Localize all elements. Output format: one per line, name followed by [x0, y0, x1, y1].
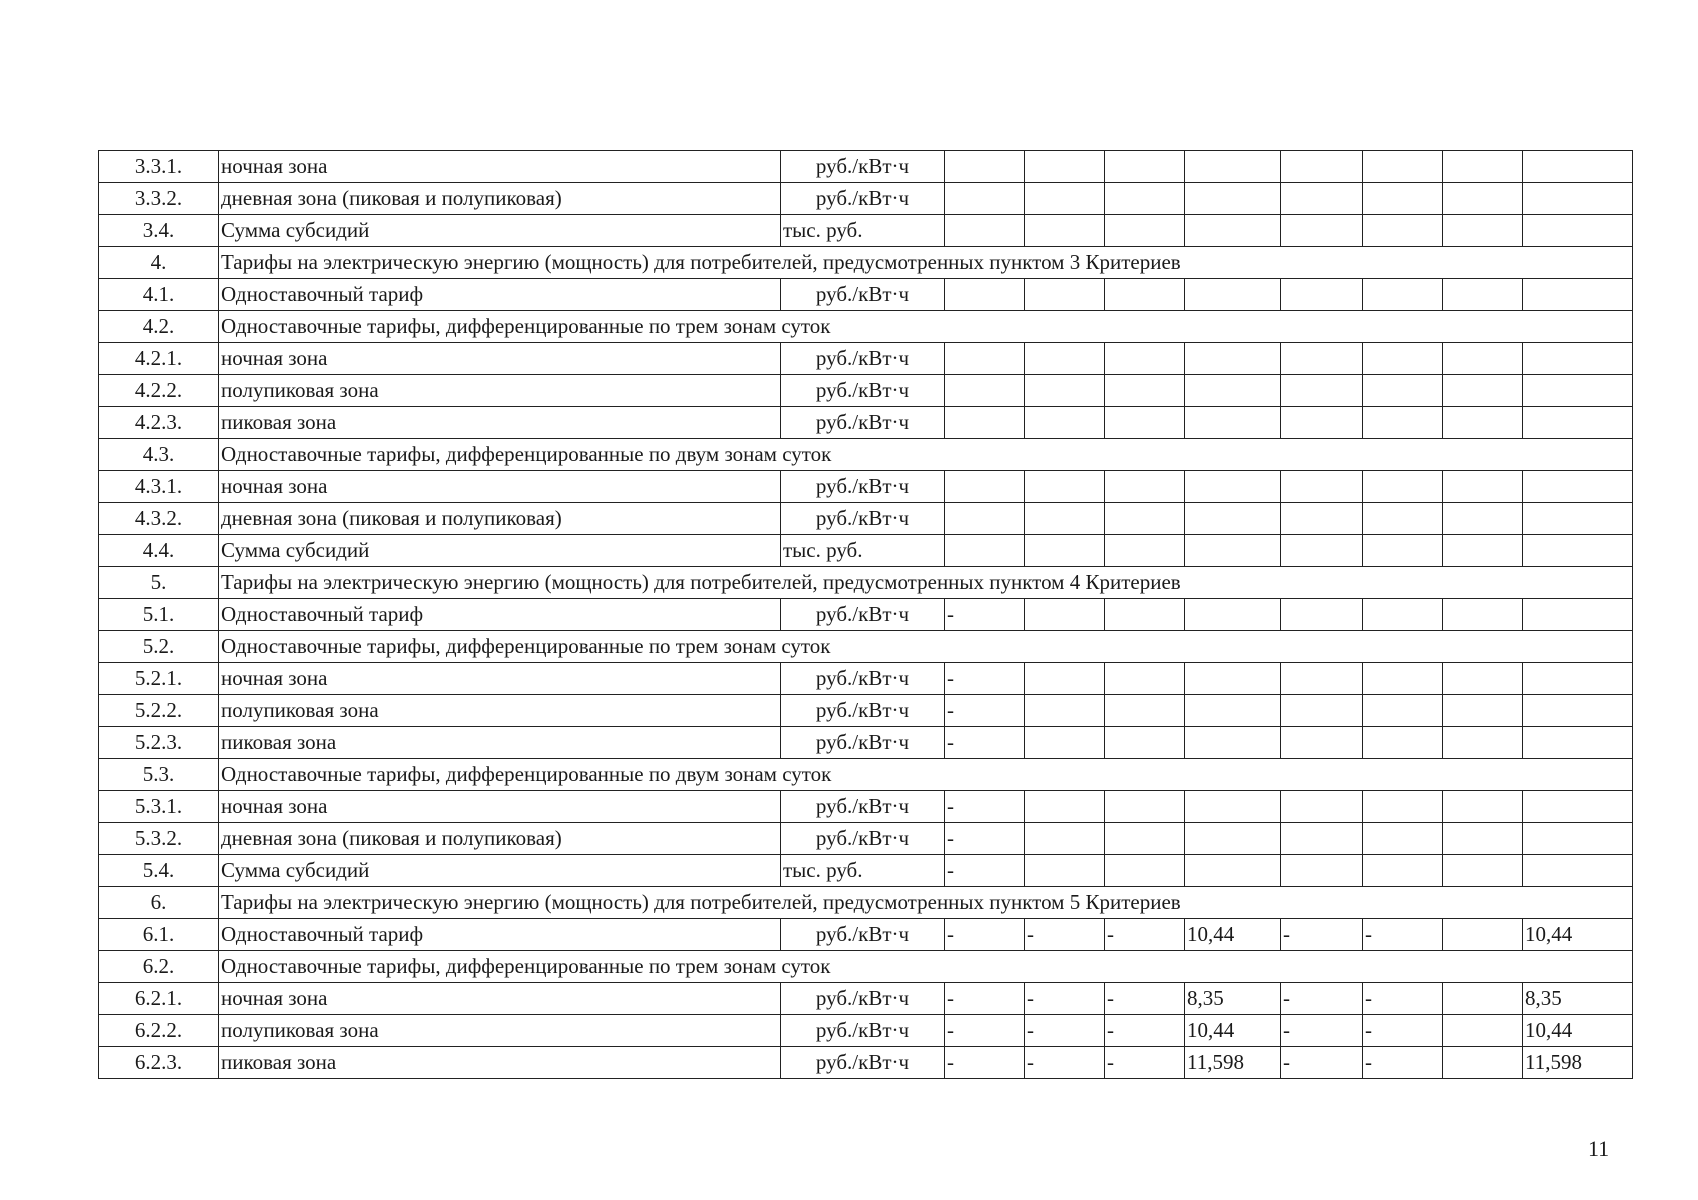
value-cell: [1443, 535, 1523, 567]
value-cell: [945, 343, 1025, 375]
row-label: ночная зона: [219, 151, 781, 183]
value-cell: [1363, 695, 1443, 727]
value-cell: [1443, 695, 1523, 727]
row-unit: тыс. руб.: [781, 215, 945, 247]
row-number: 4.4.: [99, 535, 219, 567]
value-cell: [1443, 919, 1523, 951]
value-cell: [1025, 663, 1105, 695]
row-number: 5.2.1.: [99, 663, 219, 695]
row-unit: тыс. руб.: [781, 855, 945, 887]
value-cell: [1443, 407, 1523, 439]
section-title: Одноставочные тарифы, дифференцированные по двум зонам суток: [219, 439, 1633, 471]
value-cell: -: [1281, 1047, 1363, 1079]
value-cell: [1025, 855, 1105, 887]
table-row: [99, 183, 1633, 215]
row-unit: руб./кВт·ч: [781, 503, 945, 535]
section-title: Тарифы на электрическую энергию (мощность) для потребителей, предусмотренных пунктом 5 Критериев: [219, 887, 1633, 919]
value-cell: [945, 503, 1025, 535]
row-label: Сумма субсидий: [219, 535, 781, 567]
row-label: дневная зона (пиковая и полупиковая): [219, 183, 781, 215]
value-cell: [1363, 183, 1443, 215]
value-cell: -: [945, 1015, 1025, 1047]
row-number: 4.3.2.: [99, 503, 219, 535]
value-cell: -: [945, 727, 1025, 759]
table-row: [99, 663, 1633, 695]
value-cell: [1281, 663, 1363, 695]
value-cell: -: [1025, 1047, 1105, 1079]
row-number: 5.2.: [99, 631, 219, 663]
value-cell: [1523, 407, 1633, 439]
row-label: ночная зона: [219, 791, 781, 823]
section-row: [99, 247, 1633, 279]
value-cell: [945, 535, 1025, 567]
value-cell: [1185, 823, 1281, 855]
value-cell: 11,598: [1185, 1047, 1281, 1079]
value-cell: -: [945, 1047, 1025, 1079]
value-cell: [1281, 215, 1363, 247]
row-number: 6.2.1.: [99, 983, 219, 1015]
row-label: дневная зона (пиковая и полупиковая): [219, 823, 781, 855]
value-cell: [1025, 791, 1105, 823]
value-cell: -: [1363, 1015, 1443, 1047]
value-cell: [1443, 215, 1523, 247]
value-cell: [1523, 183, 1633, 215]
section-title: Тарифы на электрическую энергию (мощность) для потребителей, предусмотренных пунктом 4 Критериев: [219, 567, 1633, 599]
value-cell: [1025, 503, 1105, 535]
table-row: [99, 599, 1633, 631]
value-cell: [945, 407, 1025, 439]
row-number: 3.3.2.: [99, 183, 219, 215]
value-cell: [1363, 215, 1443, 247]
value-cell: [1523, 599, 1633, 631]
value-cell: [1443, 983, 1523, 1015]
value-cell: [1281, 503, 1363, 535]
value-cell: -: [1105, 1015, 1185, 1047]
value-cell: [1025, 183, 1105, 215]
section-title: Тарифы на электрическую энергию (мощность) для потребителей, предусмотренных пунктом 3 Критериев: [219, 247, 1633, 279]
value-cell: [1281, 279, 1363, 311]
value-cell: [1523, 503, 1633, 535]
value-cell: [1025, 599, 1105, 631]
row-label: ночная зона: [219, 343, 781, 375]
row-unit: руб./кВт·ч: [781, 343, 945, 375]
value-cell: [1105, 791, 1185, 823]
value-cell: -: [1025, 919, 1105, 951]
row-number: 6.1.: [99, 919, 219, 951]
table-row: [99, 407, 1633, 439]
value-cell: [1185, 151, 1281, 183]
row-number: 5.2.2.: [99, 695, 219, 727]
value-cell: [1523, 375, 1633, 407]
value-cell: [1105, 695, 1185, 727]
row-label: полупиковая зона: [219, 375, 781, 407]
row-number: 4.2.1.: [99, 343, 219, 375]
row-label: полупиковая зона: [219, 1015, 781, 1047]
value-cell: [1185, 407, 1281, 439]
value-cell: [1105, 407, 1185, 439]
section-row: [99, 631, 1633, 663]
value-cell: [1185, 471, 1281, 503]
section-title: Одноставочные тарифы, дифференцированные по трем зонам суток: [219, 311, 1633, 343]
value-cell: [1443, 183, 1523, 215]
value-cell: [1185, 503, 1281, 535]
value-cell: [1185, 215, 1281, 247]
row-unit: руб./кВт·ч: [781, 695, 945, 727]
row-unit: руб./кВт·ч: [781, 151, 945, 183]
section-row: [99, 311, 1633, 343]
value-cell: [1105, 663, 1185, 695]
value-cell: [1363, 375, 1443, 407]
table-row: [99, 695, 1633, 727]
value-cell: [945, 279, 1025, 311]
value-cell: [945, 215, 1025, 247]
value-cell: -: [945, 983, 1025, 1015]
row-number: 6.2.2.: [99, 1015, 219, 1047]
row-label: пиковая зона: [219, 1047, 781, 1079]
value-cell: [1443, 823, 1523, 855]
value-cell: 8,35: [1523, 983, 1633, 1015]
row-number: 5.1.: [99, 599, 219, 631]
value-cell: [1363, 823, 1443, 855]
value-cell: [1363, 791, 1443, 823]
value-cell: -: [945, 663, 1025, 695]
value-cell: [1443, 855, 1523, 887]
tariff-table-body: [99, 151, 1633, 1079]
value-cell: [1443, 151, 1523, 183]
value-cell: [1523, 823, 1633, 855]
value-cell: [1185, 375, 1281, 407]
table-row: [99, 919, 1633, 951]
value-cell: [1105, 279, 1185, 311]
value-cell: [1523, 343, 1633, 375]
value-cell: [1281, 823, 1363, 855]
value-cell: [1523, 151, 1633, 183]
value-cell: [1443, 791, 1523, 823]
row-unit: руб./кВт·ч: [781, 1015, 945, 1047]
value-cell: [1363, 151, 1443, 183]
value-cell: [1363, 343, 1443, 375]
value-cell: -: [1281, 1015, 1363, 1047]
value-cell: [1281, 151, 1363, 183]
row-label: ночная зона: [219, 663, 781, 695]
row-number: 5.: [99, 567, 219, 599]
table-row: [99, 503, 1633, 535]
value-cell: [1523, 727, 1633, 759]
value-cell: [1523, 279, 1633, 311]
row-number: 5.3.1.: [99, 791, 219, 823]
row-label: пиковая зона: [219, 407, 781, 439]
value-cell: [1523, 471, 1633, 503]
row-unit: руб./кВт·ч: [781, 663, 945, 695]
value-cell: -: [1281, 983, 1363, 1015]
value-cell: [1281, 695, 1363, 727]
value-cell: [1025, 343, 1105, 375]
row-label: полупиковая зона: [219, 695, 781, 727]
row-number: 5.4.: [99, 855, 219, 887]
value-cell: [1025, 215, 1105, 247]
value-cell: [1443, 503, 1523, 535]
value-cell: [1105, 503, 1185, 535]
value-cell: -: [945, 599, 1025, 631]
section-row: [99, 951, 1633, 983]
row-number: 4.2.3.: [99, 407, 219, 439]
value-cell: [1523, 215, 1633, 247]
row-number: 6.2.: [99, 951, 219, 983]
row-number: 3.4.: [99, 215, 219, 247]
value-cell: [1363, 503, 1443, 535]
section-row: [99, 887, 1633, 919]
value-cell: [945, 151, 1025, 183]
value-cell: [1105, 727, 1185, 759]
value-cell: [1105, 215, 1185, 247]
row-number: 4.3.1.: [99, 471, 219, 503]
value-cell: [1363, 407, 1443, 439]
table-row: [99, 343, 1633, 375]
table-row: [99, 1047, 1633, 1079]
page-number: 11: [1588, 1136, 1610, 1161]
value-cell: -: [945, 919, 1025, 951]
value-cell: -: [1025, 1015, 1105, 1047]
value-cell: -: [1025, 983, 1105, 1015]
row-number: 3.3.1.: [99, 151, 219, 183]
table-row: [99, 727, 1633, 759]
row-number: 4.: [99, 247, 219, 279]
value-cell: [1443, 471, 1523, 503]
value-cell: [1363, 855, 1443, 887]
value-cell: [1443, 727, 1523, 759]
value-cell: [945, 183, 1025, 215]
value-cell: [1105, 535, 1185, 567]
value-cell: [1363, 599, 1443, 631]
row-number: 6.: [99, 887, 219, 919]
row-unit: руб./кВт·ч: [781, 919, 945, 951]
value-cell: [1281, 535, 1363, 567]
value-cell: [1025, 823, 1105, 855]
table-row: [99, 215, 1633, 247]
section-title: Одноставочные тарифы, дифференцированные по трем зонам суток: [219, 631, 1633, 663]
value-cell: [1025, 407, 1105, 439]
value-cell: [1281, 727, 1363, 759]
value-cell: [1443, 1047, 1523, 1079]
row-label: Одноставочный тариф: [219, 919, 781, 951]
value-cell: [1105, 823, 1185, 855]
table-row: [99, 279, 1633, 311]
row-unit: руб./кВт·ч: [781, 599, 945, 631]
row-number: 5.3.2.: [99, 823, 219, 855]
value-cell: [1025, 375, 1105, 407]
section-title: Одноставочные тарифы, дифференцированные по двум зонам суток: [219, 759, 1633, 791]
value-cell: 10,44: [1185, 919, 1281, 951]
row-number: 4.2.: [99, 311, 219, 343]
row-unit: руб./кВт·ч: [781, 1047, 945, 1079]
row-number: 5.2.3.: [99, 727, 219, 759]
row-unit: руб./кВт·ч: [781, 823, 945, 855]
value-cell: 8,35: [1185, 983, 1281, 1015]
value-cell: [1105, 599, 1185, 631]
row-label: ночная зона: [219, 983, 781, 1015]
value-cell: [1185, 183, 1281, 215]
row-label: пиковая зона: [219, 727, 781, 759]
table-row: [99, 151, 1633, 183]
value-cell: [1281, 599, 1363, 631]
value-cell: [945, 471, 1025, 503]
value-cell: [1025, 471, 1105, 503]
value-cell: [1363, 663, 1443, 695]
value-cell: [1443, 599, 1523, 631]
row-number: 6.2.3.: [99, 1047, 219, 1079]
row-unit: руб./кВт·ч: [781, 727, 945, 759]
value-cell: [1105, 375, 1185, 407]
value-cell: [1523, 791, 1633, 823]
value-cell: [1443, 663, 1523, 695]
value-cell: [1185, 727, 1281, 759]
row-unit: руб./кВт·ч: [781, 375, 945, 407]
section-row: [99, 439, 1633, 471]
value-cell: [1523, 535, 1633, 567]
value-cell: -: [1105, 1047, 1185, 1079]
row-label: Одноставочный тариф: [219, 599, 781, 631]
value-cell: [1443, 279, 1523, 311]
row-unit: руб./кВт·ч: [781, 407, 945, 439]
value-cell: [1185, 535, 1281, 567]
value-cell: [1523, 855, 1633, 887]
value-cell: [1185, 599, 1281, 631]
value-cell: -: [945, 855, 1025, 887]
value-cell: [1363, 279, 1443, 311]
row-unit: руб./кВт·ч: [781, 471, 945, 503]
value-cell: [1105, 151, 1185, 183]
value-cell: [1443, 375, 1523, 407]
value-cell: [1025, 151, 1105, 183]
row-number: 5.3.: [99, 759, 219, 791]
value-cell: [1185, 855, 1281, 887]
value-cell: [1185, 695, 1281, 727]
value-cell: 11,598: [1523, 1047, 1633, 1079]
table-row: [99, 983, 1633, 1015]
value-cell: -: [945, 791, 1025, 823]
value-cell: 10,44: [1185, 1015, 1281, 1047]
value-cell: [1363, 535, 1443, 567]
section-row: [99, 759, 1633, 791]
row-label: дневная зона (пиковая и полупиковая): [219, 503, 781, 535]
section-title: Одноставочные тарифы, дифференцированные по трем зонам суток: [219, 951, 1633, 983]
value-cell: [1185, 791, 1281, 823]
table-row: [99, 823, 1633, 855]
value-cell: [1523, 695, 1633, 727]
value-cell: -: [1363, 983, 1443, 1015]
row-label: ночная зона: [219, 471, 781, 503]
value-cell: [1281, 855, 1363, 887]
value-cell: [1105, 343, 1185, 375]
value-cell: [1281, 183, 1363, 215]
row-unit: руб./кВт·ч: [781, 791, 945, 823]
value-cell: [1281, 375, 1363, 407]
value-cell: [1105, 855, 1185, 887]
table-row: [99, 855, 1633, 887]
value-cell: [1105, 471, 1185, 503]
value-cell: -: [1363, 919, 1443, 951]
row-label: Одноставочный тариф: [219, 279, 781, 311]
value-cell: [1105, 183, 1185, 215]
value-cell: 10,44: [1523, 919, 1633, 951]
row-unit: руб./кВт·ч: [781, 183, 945, 215]
value-cell: -: [1363, 1047, 1443, 1079]
row-number: 4.2.2.: [99, 375, 219, 407]
row-label: Сумма субсидий: [219, 855, 781, 887]
table-row: [99, 471, 1633, 503]
value-cell: [1025, 279, 1105, 311]
value-cell: [1025, 695, 1105, 727]
value-cell: [1281, 343, 1363, 375]
table-row: [99, 1015, 1633, 1047]
value-cell: -: [945, 823, 1025, 855]
value-cell: [1025, 535, 1105, 567]
value-cell: -: [1281, 919, 1363, 951]
row-unit: руб./кВт·ч: [781, 983, 945, 1015]
section-row: [99, 567, 1633, 599]
row-unit: руб./кВт·ч: [781, 279, 945, 311]
value-cell: [1281, 791, 1363, 823]
row-number: 4.3.: [99, 439, 219, 471]
value-cell: [1281, 407, 1363, 439]
value-cell: [1185, 343, 1281, 375]
table-row: [99, 375, 1633, 407]
value-cell: [1281, 471, 1363, 503]
value-cell: [1443, 343, 1523, 375]
value-cell: -: [945, 695, 1025, 727]
value-cell: [1185, 279, 1281, 311]
value-cell: [1363, 471, 1443, 503]
tariff-table: [98, 150, 1633, 1079]
value-cell: [1443, 1015, 1523, 1047]
value-cell: [1025, 727, 1105, 759]
table-row: [99, 535, 1633, 567]
value-cell: -: [1105, 919, 1185, 951]
value-cell: [1185, 663, 1281, 695]
table-row: [99, 791, 1633, 823]
row-number: 4.1.: [99, 279, 219, 311]
value-cell: [1363, 727, 1443, 759]
row-unit: тыс. руб.: [781, 535, 945, 567]
value-cell: -: [1105, 983, 1185, 1015]
value-cell: 10,44: [1523, 1015, 1633, 1047]
row-label: Сумма субсидий: [219, 215, 781, 247]
value-cell: [1523, 663, 1633, 695]
value-cell: [945, 375, 1025, 407]
